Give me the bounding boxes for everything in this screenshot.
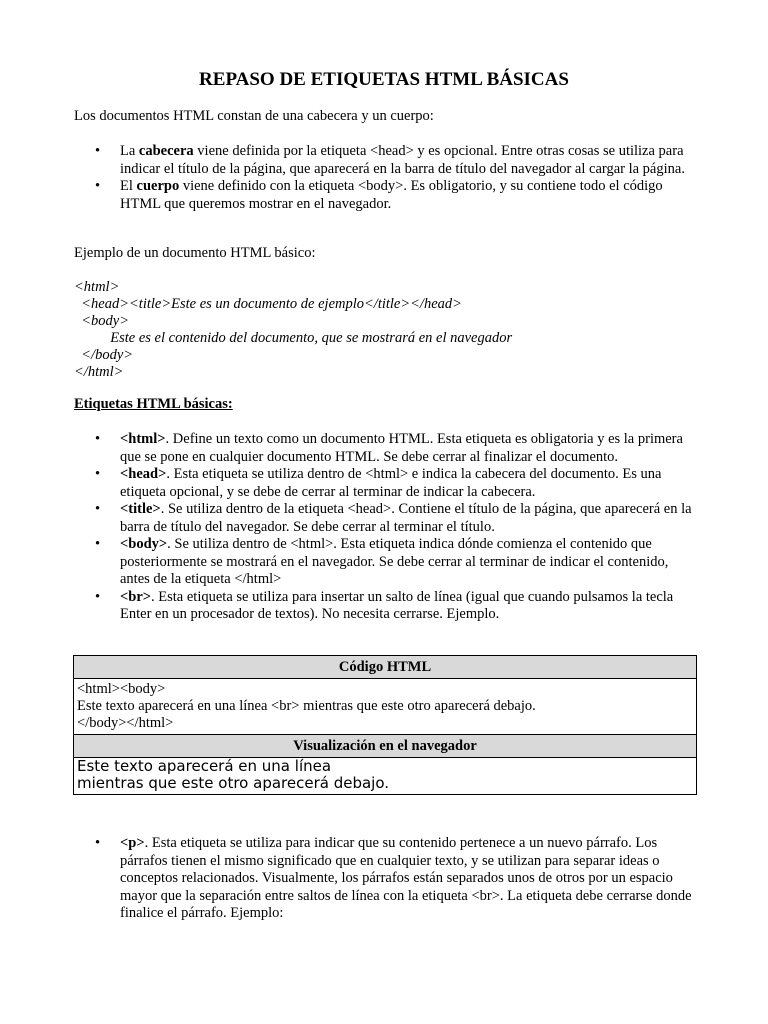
list-item-br: • <br>. Esta etiqueta se utiliza para insertar un salto de línea (igual que cuando pulsamos la tecla Enter en un procesador de textos). No necesita cerrarse. Ejemplo. (95, 588, 674, 622)
code-cell-line: </body></html> (77, 715, 174, 731)
intro-paragraph: Los documentos HTML constan de una cabecera y un cuerpo: (74, 108, 434, 124)
code-line: </body> (74, 347, 134, 363)
p-tag-list (74, 835, 699, 923)
browser-header: Visualización en el navegador (74, 735, 697, 758)
page-title: REPASO DE ETIQUETAS HTML BÁSICAS (199, 69, 569, 90)
code-cell-line: Este texto aparecerá en una línea <br> mientras que este otro aparecerá debajo. (77, 698, 536, 714)
code-header: Código HTML (74, 656, 697, 679)
bullet-icon: • (95, 466, 101, 482)
code-line: Este es el contenido del documento, que se mostrará en el navegador (74, 330, 513, 346)
bullet-icon: • (95, 501, 101, 517)
code-line: <html> (74, 279, 120, 295)
list-item-html: • <html>. Define un texto como un documento HTML. Esta etiqueta es obligatoria y es la primera que se pone en cualquier documento HTML. Se debe cerrar al finalizar el documento. (95, 431, 683, 465)
bullet-icon: • (95, 835, 101, 851)
example-intro: Ejemplo de un documento HTML básico: (74, 245, 316, 261)
list-item-title: • <title>. Se utiliza dentro de la etiqueta <head>. Contiene el título de la página, que aparecerá en la barra de título del navegador. Se debe cerrar al terminar el título. (95, 501, 692, 535)
browser-line: Este texto aparecerá en una línea (77, 757, 332, 775)
list-item-body: • <body>. Se utiliza dentro de <html>. Esta etiqueta indica dónde comienza el contenido que posteriormente se mostrará en el navegador. Se debe cerrar al terminar de indicar el contenido, antes de la etiqueta </html> (95, 536, 669, 587)
bullet-icon: • (95, 143, 101, 159)
code-cell (74, 679, 697, 735)
bullet-icon: • (95, 178, 101, 194)
browser-output (74, 758, 697, 795)
tags-list (74, 431, 699, 624)
code-line: <body> (74, 313, 130, 329)
list-item-head: • <head>. Esta etiqueta se utiliza dentro de <html> e indica la cabecera del documento. Es una etiqueta opcional, y se debe de cerrar al terminar de indicar la cabecera. (95, 466, 662, 500)
list-item-cuerpo: • El cuerpo viene definido con la etiqueta <body>. Es obligatorio, y su contiene todo el código HTML que queremos mostrar en el navegador. (95, 178, 663, 212)
bullet-icon: • (95, 431, 101, 447)
code-cell-line: <html><body> (77, 681, 166, 697)
example-table (73, 655, 697, 795)
list-item-cabecera: • La cabecera viene definida por la etiqueta <head> y es opcional. Entre otras cosas se utiliza para indicar el título de la página, que aparecerá en la barra de título del navegador al cargar la página. (95, 143, 685, 177)
browser-line: mientras que este otro aparecerá debajo. (77, 774, 390, 792)
code-line: <head><title>Este es un documento de ejemplo</title></head> (74, 296, 462, 312)
section-heading: Etiquetas HTML básicas: (74, 396, 233, 412)
bullet-icon: • (95, 536, 101, 552)
list-item-p: • <p>. Esta etiqueta se utiliza para indicar que su contenido pertenece a un nuevo párrafo. Los párrafos tienen el mismo significado que en cualquier texto, y se utilizan para separar ideas o conceptos relacionados. Visualmente, los párrafos están separados unos de otros por un espacio mayor que la separación entre saltos de línea con la etiqueta <br>. La etiqueta debe cerrarse donde finalice el párrafo. Ejemplo: (95, 835, 692, 921)
code-line: </html> (74, 364, 124, 380)
bullet-icon: • (95, 588, 101, 605)
structure-list (74, 143, 699, 213)
